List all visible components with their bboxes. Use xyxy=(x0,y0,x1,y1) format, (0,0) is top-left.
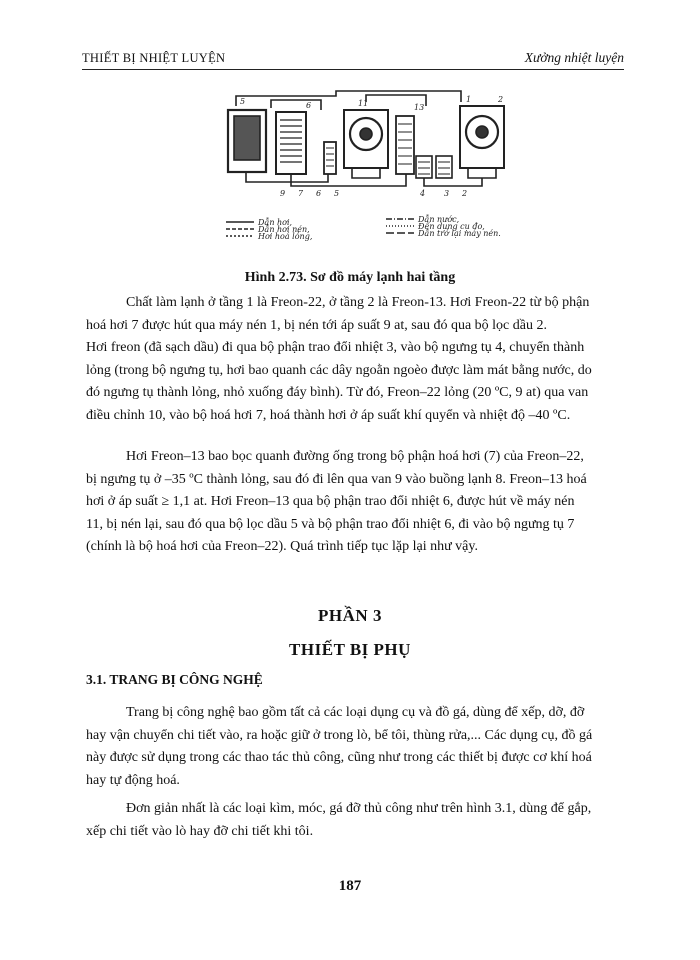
heat-exchanger-6 xyxy=(396,116,414,174)
paragraph-freon-22 xyxy=(86,292,626,428)
diagram-svg xyxy=(216,86,516,261)
text-line: Hơi Freon–13 bao bọc quanh đường ống trong bộ phận hoá hơi (7) của Freon–22, xyxy=(126,449,584,464)
text-line: Trang bị công nghệ bao gồm tất cả các loại dụng cụ và đồ gá, dùng để xếp, dỡ, đỡ xyxy=(126,705,585,720)
label-bottom-6: 3 xyxy=(444,189,450,198)
label-bottom-2: 7 xyxy=(298,189,304,198)
label-bottom-4: 5 xyxy=(334,189,340,198)
text-line: hoá hơi 7 được hút qua máy nén 1, bị nén tới áp suất 9 at, sau đó qua bộ lọc dầu 2. xyxy=(86,317,547,333)
text-line: Đơn giản nhất là các loại kìm, móc, gá đỡ thủ công như trên hình 3.1, dùng để gắp, xyxy=(126,801,592,816)
part-subtitle: THIẾT BỊ PHỤ xyxy=(289,640,411,659)
legend-text-6: Dẫn trở lại máy nén. xyxy=(418,229,501,238)
heat-exchanger-3 xyxy=(436,156,452,178)
refrigeration-diagram xyxy=(216,86,516,261)
label-top-1: 5 xyxy=(240,97,246,106)
section-heading: 3.1. TRANG BỊ CÔNG NGHỆ xyxy=(86,672,263,687)
legend-text-3: Hơi hoá lỏng, xyxy=(258,232,313,241)
paragraph-freon-13 xyxy=(86,446,626,559)
part-title: PHẦN 3 xyxy=(318,606,382,625)
text-line: Hơi freon (đã sạch dầu) đi qua bộ phận trao đổi nhiệt 3, vào bộ ngưng tụ 4, chuyển thành xyxy=(86,340,585,356)
pipe-top xyxy=(236,91,461,106)
text-line: hay vận chuyển chi tiết vào, ra hoặc giữ ở trong lò, bể tôi, thùng rửa,... Các dụng cụ, đồ gá xyxy=(86,727,593,743)
text-line: (chính là bộ hoá hơi của Freon–22). Quá trình tiếp tục lặp lại như vậy. xyxy=(86,539,478,555)
label-bottom-3: 6 xyxy=(316,189,322,198)
pipe-top-2 xyxy=(271,100,321,110)
label-top-5: 1 xyxy=(466,95,472,104)
label-top-3: 11 xyxy=(358,99,369,108)
label-bottom-7: 2 xyxy=(462,189,468,198)
condenser-4 xyxy=(416,156,432,178)
cold-chamber-inner xyxy=(234,116,260,160)
paragraph-tools xyxy=(86,798,626,843)
text-line: 11, bị nén lại, sau đó qua bộ lọc dầu 5 và bộ phận trao đổi nhiệt 6, đi vào bộ ngưng tụ 7 xyxy=(86,516,575,532)
label-top-4: 13 xyxy=(414,103,425,112)
header-chapter-title: Xưởng nhiệt luyện xyxy=(524,50,624,65)
text-line: điều chỉnh 10, vào bộ hoá hơi 7, hoá thành hơi ở áp suất khí quyển và nhiệt độ –40 ºC. xyxy=(86,407,571,423)
label-bottom-5: 4 xyxy=(420,189,426,198)
page-number: 187 xyxy=(338,878,362,894)
text-line: bị ngưng tụ ở –35 ºC thành lỏng, sau đó đi lên qua van 9 vào buồng lạnh 8. Freon–13 hoá xyxy=(86,471,587,487)
text-line: xếp chi tiết vào lò hay đỡ chi tiết khi tôi. xyxy=(86,823,314,839)
label-top-2: 6 xyxy=(306,101,312,110)
oil-filter-5 xyxy=(324,142,336,174)
figure-caption: Hình 2.73. Sơ đồ máy lạnh hai tầng xyxy=(244,270,456,285)
running-header xyxy=(82,40,624,70)
legend-text-1: Dẫn hơi, xyxy=(258,218,293,227)
header-book-title: THIẾT BỊ NHIỆT LUYỆN xyxy=(82,51,226,65)
text-line: hơi ở áp suất ≥ 1,1 at. Hơi Freon–13 qua bộ phận trao đổi nhiệt 6, được hút về máy nén xyxy=(86,494,575,510)
legend-text-2: Dẫn hơi nén, xyxy=(258,225,310,234)
text-line: hay tự động hoá. xyxy=(86,772,180,788)
label-bottom-1: 9 xyxy=(280,189,286,198)
text-line: này được sử dụng trong các thao tác thủ công, cũng như trong các thiết bị được cơ khí hoá xyxy=(86,750,592,766)
label-top-6: 2 xyxy=(498,95,504,104)
text-line: Chất làm lạnh ở tầng 1 là Freon-22, ở tầng 2 là Freon-13. Hơi Freon-22 từ bộ phận xyxy=(126,295,590,310)
text-line: lỏng (trong bộ ngưng tụ, hơi bao quanh các dây ngoằn ngoèo được làm mát bằng nước, do xyxy=(86,362,592,378)
legend-text-4: Dẫn nước, xyxy=(418,215,460,224)
paragraph-equipment xyxy=(86,702,626,792)
legend-text-5: Đến dụng cụ đo, xyxy=(418,222,485,231)
evaporator xyxy=(276,112,306,174)
text-line: đó ngưng tụ thành lỏng, nhỏ xuống đáy bình). Từ đó, Freon–22 lỏng (20 ºC, 9 at) qua van xyxy=(86,385,589,401)
